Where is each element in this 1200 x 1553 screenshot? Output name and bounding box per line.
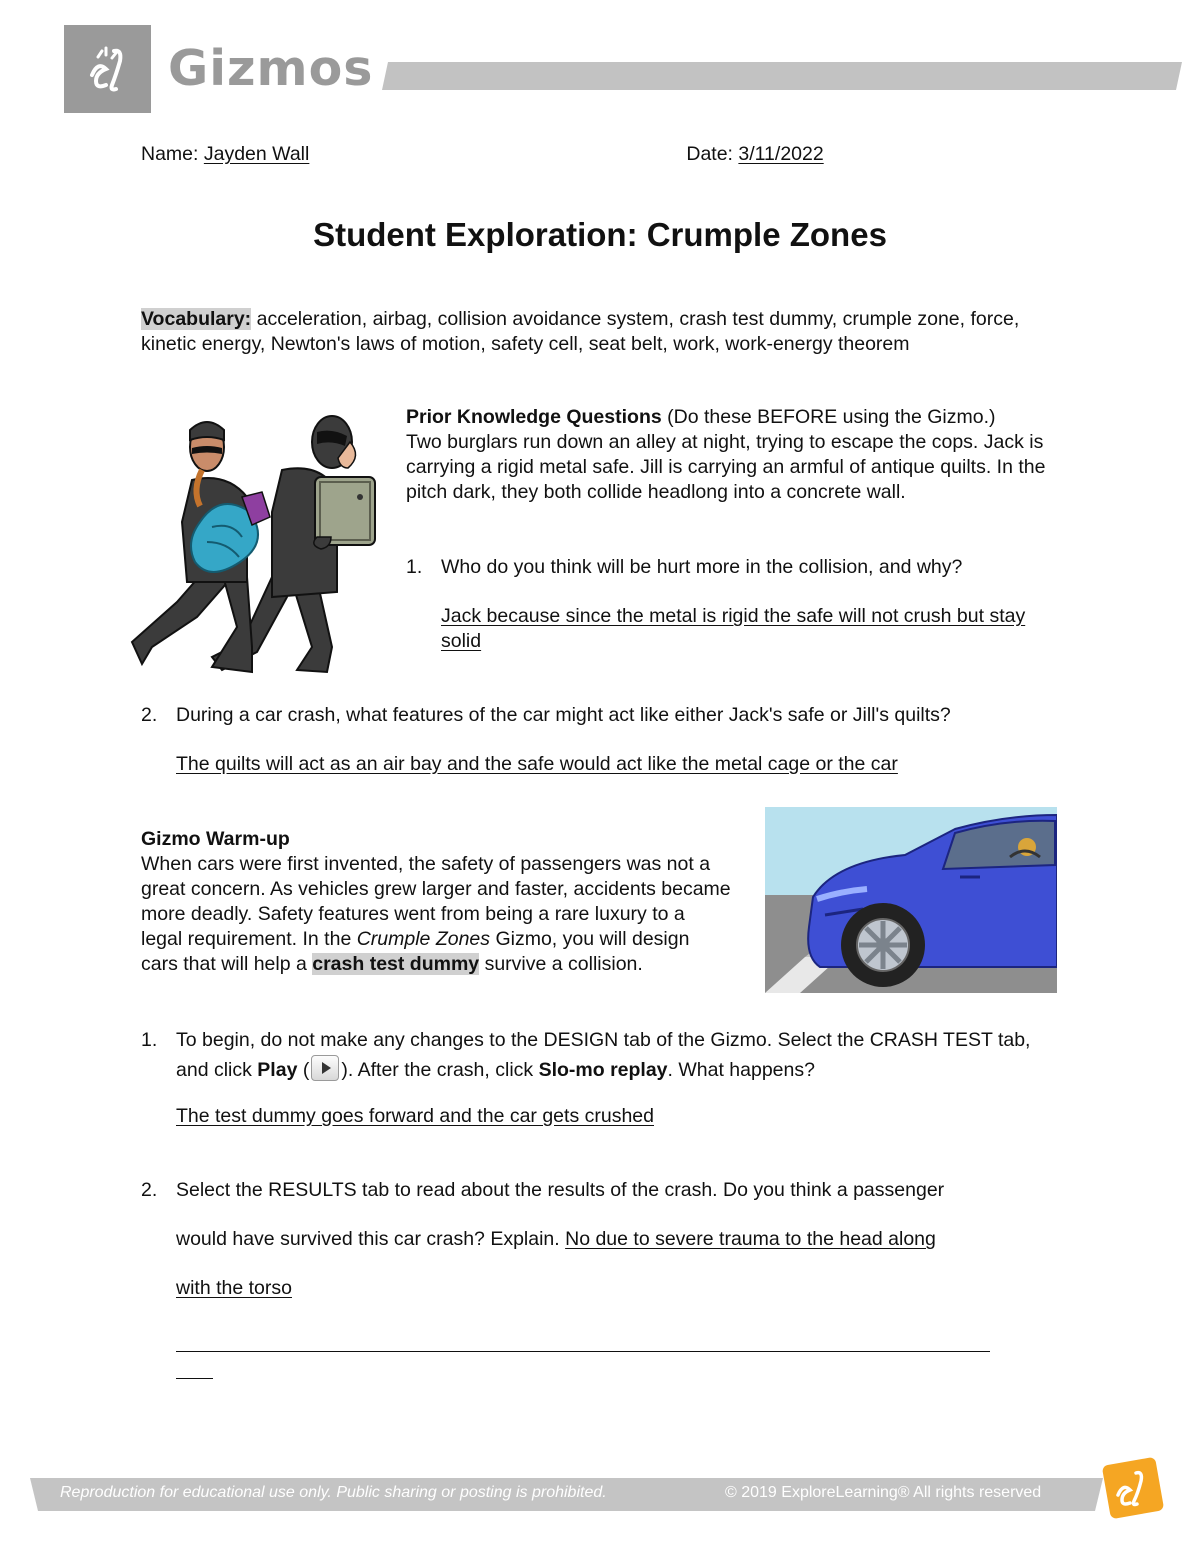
prior-knowledge-heading: Prior Knowledge Questions	[406, 406, 662, 428]
el-logo-icon	[78, 39, 138, 99]
gizmos-logo-mark	[64, 25, 151, 113]
header-bar	[382, 62, 1182, 90]
name-label: Name:	[141, 143, 199, 165]
warmup-q2-num: 2.	[141, 1179, 158, 1201]
prior-knowledge-note: (Do these BEFORE using the Gizmo.)	[661, 406, 996, 428]
answer-rule	[176, 1351, 990, 1352]
play-term: Play	[257, 1059, 298, 1081]
car-crash-picture	[765, 807, 1057, 993]
pk-q1-num: 1.	[406, 556, 423, 578]
page-title: Student Exploration: Crumple Zones	[313, 216, 887, 253]
date-label: Date:	[686, 143, 733, 165]
gizmo-name: Crumple Zones	[356, 928, 491, 950]
footer-copyright: © 2019 ExploreLearning® All rights reserved	[725, 1484, 1042, 1501]
warmup-heading: Gizmo Warm-up	[141, 828, 290, 850]
vocabulary-paragraph	[141, 307, 1071, 357]
warmup-q2-line2: would have survived this car crash? Explain. No due to severe trauma to the head along	[176, 1228, 936, 1250]
slomo-term: Slo-mo replay	[538, 1059, 668, 1081]
pk-q2-text: During a car crash, what features of the car might act like either Jack's safe or Jill's quilts?	[176, 704, 951, 726]
warmup-q1-text: To begin, do not make any changes to the DESIGN tab of the Gizmo. Select the CRASH TEST tab, and click Play ( ). After the crash, click Slo-mo replay. What happens?	[176, 1029, 1031, 1081]
warmup-section	[141, 827, 731, 977]
name-date-line	[141, 143, 824, 166]
warmup-paragraph: When cars were first invented, the safety of passengers was not a great concern. As vehicles grew larger and faster, accidents became more deadly. Safety features went from being a rare luxury to a legal requirement. In the Crumple Zones Gizmo, you will design cars that will help a crash test dummy survive a collision.	[141, 853, 731, 975]
prior-knowledge-intro: Two burglars run down an alley at night, trying to escape the cops. Jack is carrying a rigid metal safe. Jill is carrying an armful of antique quilts. In the pitch dark, they both collide headlong into a concrete wall.	[406, 431, 1046, 503]
jill-figure	[132, 422, 270, 672]
vocabulary-text: acceleration, airbag, collision avoidance system, crash test dummy, crumple zone, force, kinetic energy, Newton's laws of motion, safety cell, seat belt, work, work-energy theorem	[141, 308, 1020, 355]
brand-name: Gizmos	[168, 40, 374, 97]
vocabulary-label: Vocabulary:	[141, 308, 252, 330]
pk-q1-answer: Jack because since the metal is rigid the safe will not crush but stay solid	[441, 605, 1026, 652]
date-value: 3/11/2022	[738, 143, 824, 165]
play-icon	[311, 1055, 339, 1081]
pk-q1-text: Who do you think will be hurt more in the collision, and why?	[441, 556, 963, 578]
explorelearning-logo-icon	[1100, 1455, 1166, 1521]
burglars-illustration	[122, 402, 384, 684]
name-value: Jayden Wall	[203, 143, 310, 165]
footer-notice: Reproduction for educational use only. Public sharing or posting is prohibited.	[60, 1484, 607, 1501]
warmup-q1-answer: The test dummy goes forward and the car gets crushed	[176, 1105, 654, 1127]
answer-rule-short	[176, 1378, 213, 1379]
warmup-q2-answer-a: No due to severe trauma to the head along	[565, 1228, 936, 1250]
prior-knowledge-section	[406, 405, 1076, 505]
warmup-q2-answer-b: with the torso	[176, 1277, 292, 1299]
prior-knowledge-header	[406, 405, 1076, 430]
pk-q2-num: 2.	[141, 704, 158, 726]
pk-q2-answer: The quilts will act as an air bay and the safe would act like the metal cage or the car	[176, 753, 898, 775]
warmup-q1-num: 1.	[141, 1029, 158, 1051]
warmup-q2-line1: Select the RESULTS tab to read about the results of the crash. Do you think a passenger	[176, 1179, 945, 1201]
crash-test-dummy-term: crash test dummy	[312, 953, 480, 975]
